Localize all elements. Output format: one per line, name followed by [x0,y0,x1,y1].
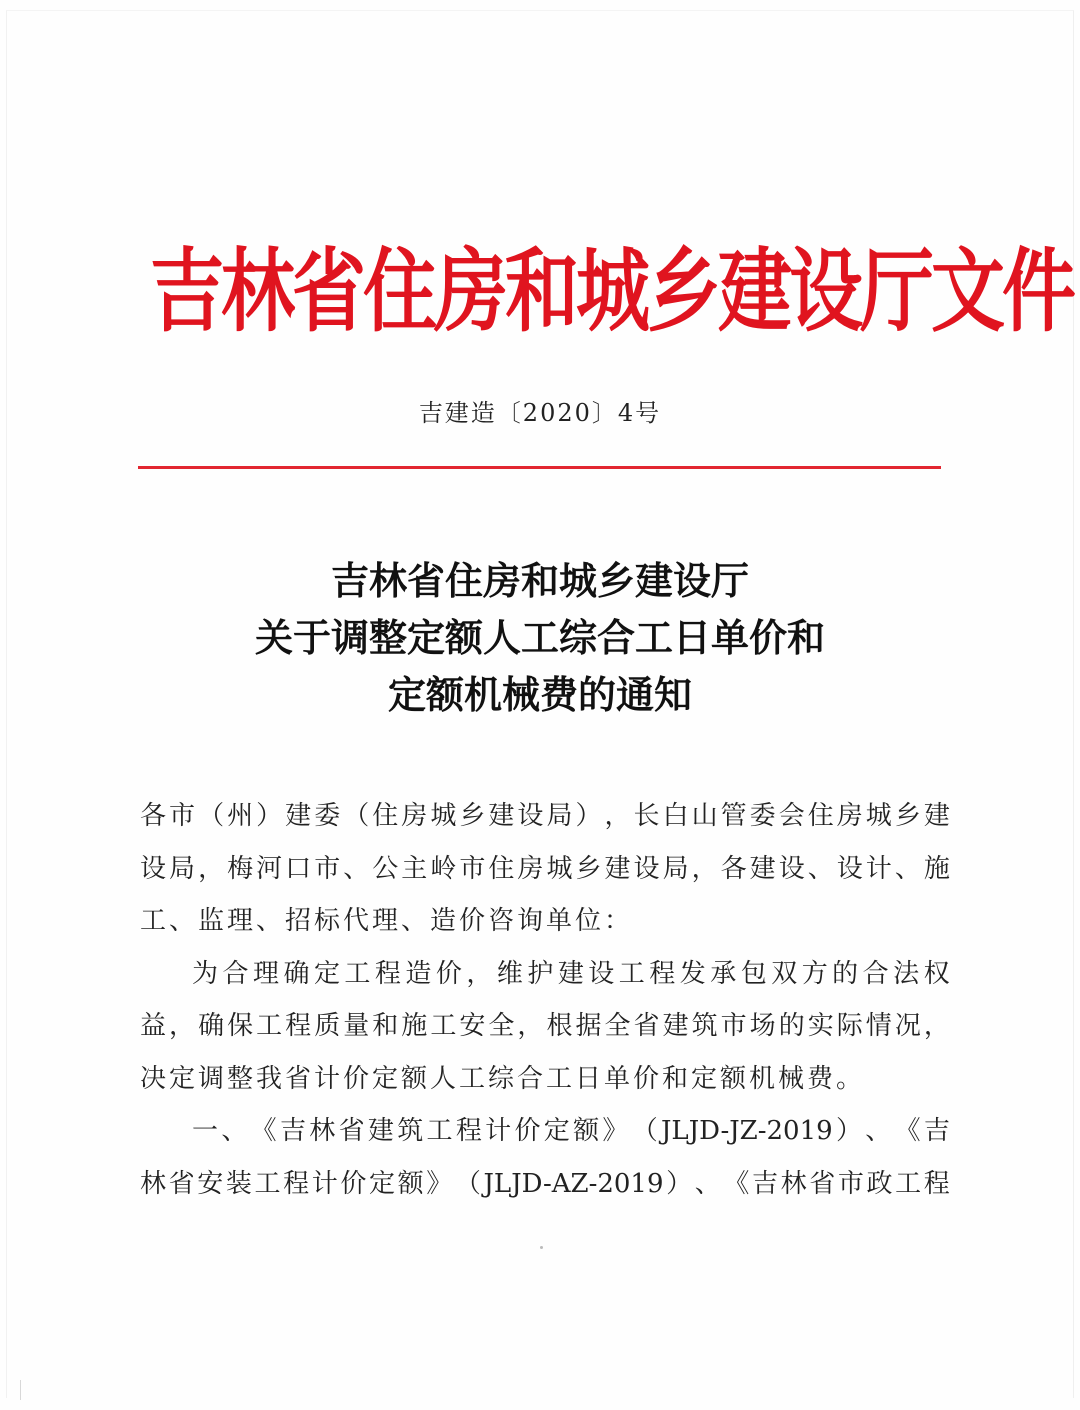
document-number: 吉建造〔2020〕4号 [418,399,662,427]
document-masthead: 吉林省住房和城乡建设厅文件 [150,239,1073,345]
title-line-1: 吉林省住房和城乡建设厅 [330,558,749,603]
paragraph2-line-1: 一 、 《 吉 林 省 建 筑 工 程 计 价 定 额 》 （ JLJD-JZ-2019 ） 、 《 吉 [192,1116,950,1146]
recipients-line-3: 工、监理、招标代理、造价咨询单位： [140,906,634,936]
scan-speck [540,1246,543,1249]
paragraph1-line-2: 益 ， 确 保 工 程 质 量 和 施 工 安 全 ， 根 据 全 省 建 筑 市 场 的 实 际 情 况 ， [140,1011,950,1041]
paragraph1-line-1: 为 合 理 确 定 工 程 造 价 ， 维 护 建 设 工 程 发 承 包 双 方 的 合 法 权 [192,958,950,989]
paragraph1-line-3: 决定调整我省计价定额人工综合工日单价和定额机械费。 [140,1063,866,1094]
recipients-line-1: 各 市 （ 州 ） 建 委 （ 住 房 城 乡 建 设 局 ） ， 长 白 山 管 委 会 住 房 城 乡 建 [140,801,950,831]
scan-edge-mark [20,1380,21,1400]
document-title [0,552,1080,723]
title-line-3: 定额机械费的通知 [387,672,692,717]
document-body [140,790,950,1210]
red-divider-line [138,466,941,469]
recipients-line-2: 设 局 ， 梅 河 口 市 、 公 主 岭 市 住 房 城 乡 建 设 局 ， 各 建 设 、 设 计 、 施 [140,853,950,884]
paragraph2-line-2: 林 省 安 装 工 程 计 价 定 额 》 （ JLJD-AZ-2019 ） 、 《 吉 林 省 市 政 工 程 [140,1168,950,1199]
title-line-2: 关于调整定额人工综合工日单价和 [254,615,825,660]
